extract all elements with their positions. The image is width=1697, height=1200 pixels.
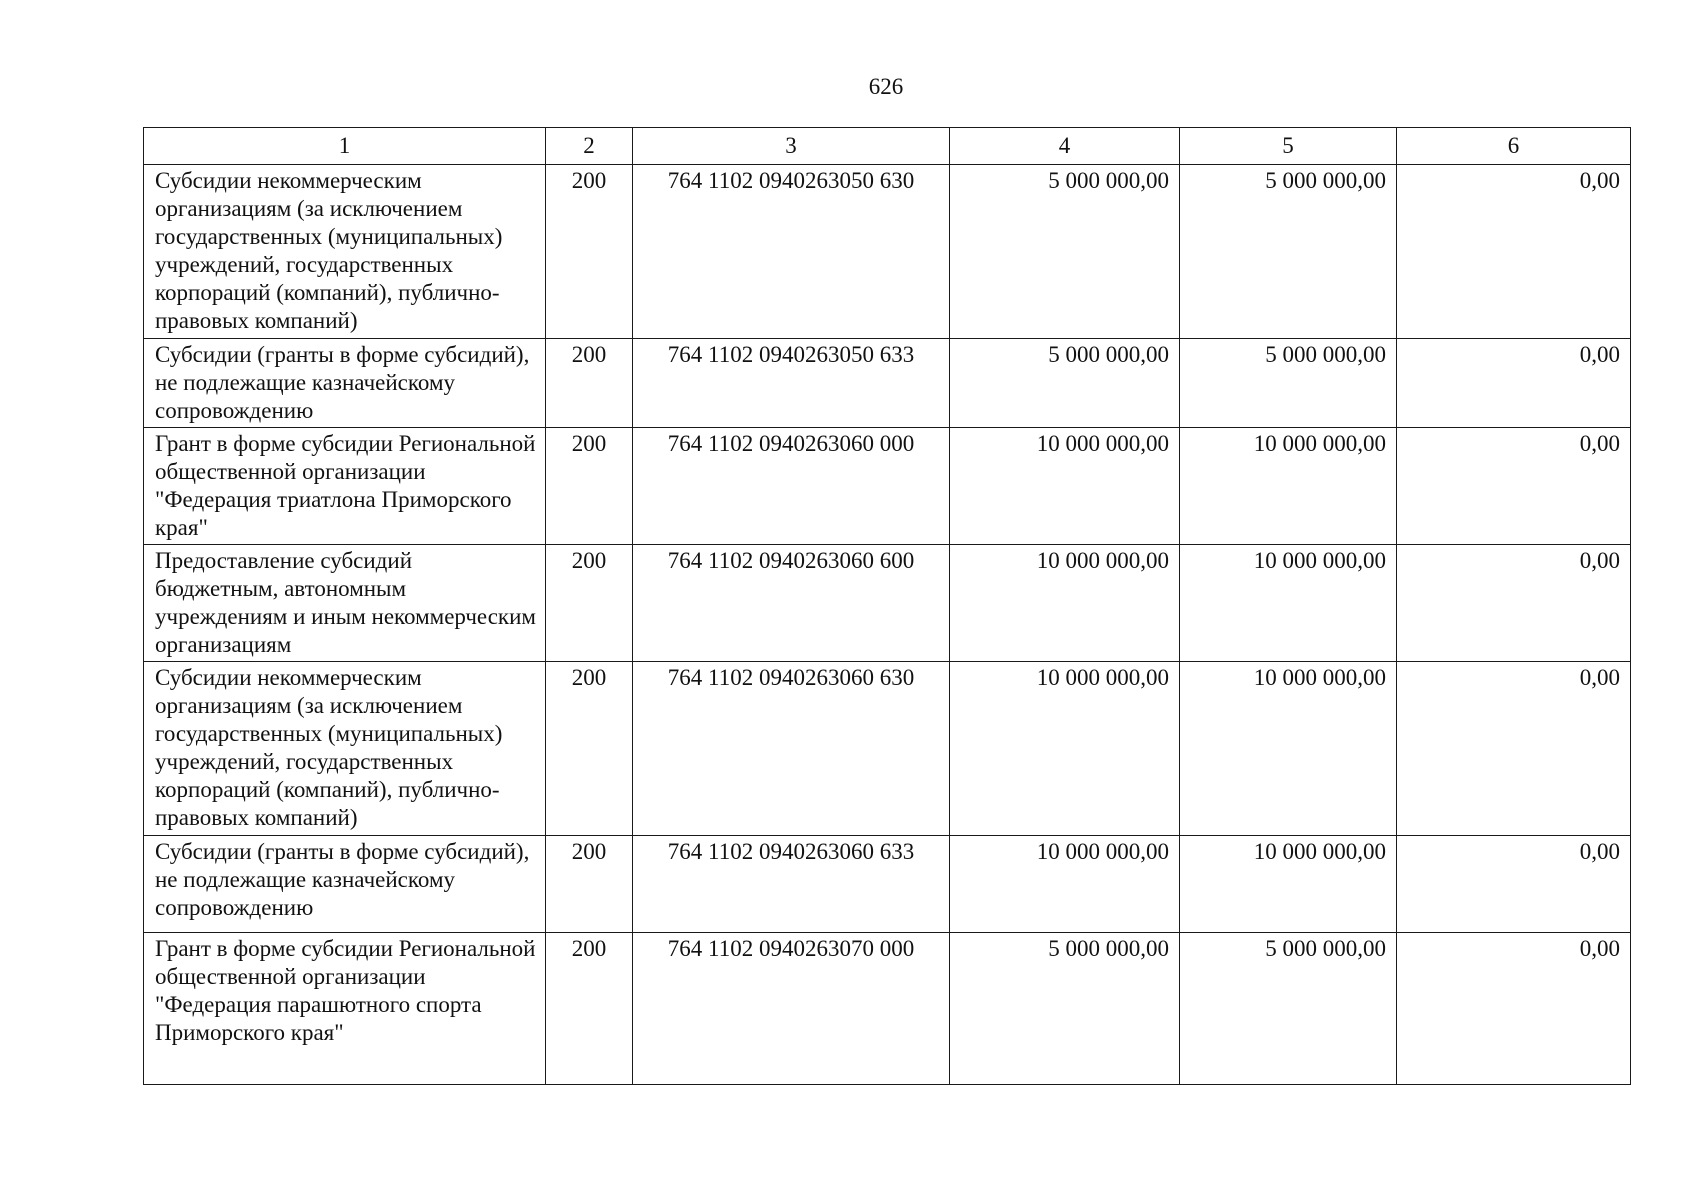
row-col6: 0,00 — [1397, 428, 1631, 545]
row-name: Субсидии (гранты в форме субсидий), не подлежащие казначейскому сопровождению — [144, 836, 546, 933]
budget-table — [143, 127, 1631, 1085]
row-col4: 5 000 000,00 — [950, 339, 1180, 428]
row-classification: 764 1102 0940263060 000 — [633, 428, 950, 545]
row-col4: 10 000 000,00 — [950, 545, 1180, 662]
row-name: Субсидии некоммерческим организациям (за исключением государственных (муниципальных) учреждений, государственных корпораций (компаний), публично-правовых компаний) — [144, 662, 546, 836]
row-col5: 10 000 000,00 — [1180, 662, 1397, 836]
row-col6: 0,00 — [1397, 165, 1631, 339]
table-row — [144, 662, 1631, 836]
row-name: Грант в форме субсидии Региональной общественной организации "Федерация триатлона Приморского края" — [144, 428, 546, 545]
row-code: 200 — [546, 836, 633, 933]
row-col6: 0,00 — [1397, 933, 1631, 1085]
header-col-6: 6 — [1397, 128, 1631, 165]
table-header-row — [144, 128, 1631, 165]
row-col5: 10 000 000,00 — [1180, 836, 1397, 933]
row-col5: 10 000 000,00 — [1180, 545, 1397, 662]
row-name: Предоставление субсидий бюджетным, автономным учреждениям и иным некоммерческим организациям — [144, 545, 546, 662]
row-col4: 5 000 000,00 — [950, 933, 1180, 1085]
row-col6: 0,00 — [1397, 339, 1631, 428]
header-col-2: 2 — [546, 128, 633, 165]
row-code: 200 — [546, 662, 633, 836]
row-classification: 764 1102 0940263050 630 — [633, 165, 950, 339]
table-row — [144, 836, 1631, 933]
header-col-5: 5 — [1180, 128, 1397, 165]
header-col-4: 4 — [950, 128, 1180, 165]
row-col6: 0,00 — [1397, 545, 1631, 662]
row-col4: 10 000 000,00 — [950, 428, 1180, 545]
table-row — [144, 545, 1631, 662]
row-classification: 764 1102 0940263060 633 — [633, 836, 950, 933]
table-row — [144, 428, 1631, 545]
row-col5: 5 000 000,00 — [1180, 339, 1397, 428]
row-classification: 764 1102 0940263050 633 — [633, 339, 950, 428]
row-col5: 5 000 000,00 — [1180, 165, 1397, 339]
row-name: Субсидии некоммерческим организациям (за исключением государственных (муниципальных) учреждений, государственных корпораций (компаний), публично-правовых компаний) — [144, 165, 546, 339]
row-code: 200 — [546, 428, 633, 545]
row-classification: 764 1102 0940263060 600 — [633, 545, 950, 662]
table-row — [144, 339, 1631, 428]
row-code: 200 — [546, 165, 633, 339]
row-col4: 10 000 000,00 — [950, 662, 1180, 836]
row-name: Грант в форме субсидии Региональной общественной организации "Федерация парашютного спорта Приморского края" — [144, 933, 546, 1085]
row-classification: 764 1102 0940263070 000 — [633, 933, 950, 1085]
row-code: 200 — [546, 933, 633, 1085]
page-number: 626 — [868, 74, 904, 99]
row-name: Субсидии (гранты в форме субсидий), не подлежащие казначейскому сопровождению — [144, 339, 546, 428]
row-col5: 10 000 000,00 — [1180, 428, 1397, 545]
row-col6: 0,00 — [1397, 662, 1631, 836]
row-code: 200 — [546, 545, 633, 662]
row-classification: 764 1102 0940263060 630 — [633, 662, 950, 836]
row-code: 200 — [546, 339, 633, 428]
row-col4: 10 000 000,00 — [950, 836, 1180, 933]
table-row — [144, 165, 1631, 339]
header-col-3: 3 — [633, 128, 950, 165]
row-col6: 0,00 — [1397, 836, 1631, 933]
table-row — [144, 933, 1631, 1085]
row-col4: 5 000 000,00 — [950, 165, 1180, 339]
row-col5: 5 000 000,00 — [1180, 933, 1397, 1085]
header-col-1: 1 — [144, 128, 546, 165]
